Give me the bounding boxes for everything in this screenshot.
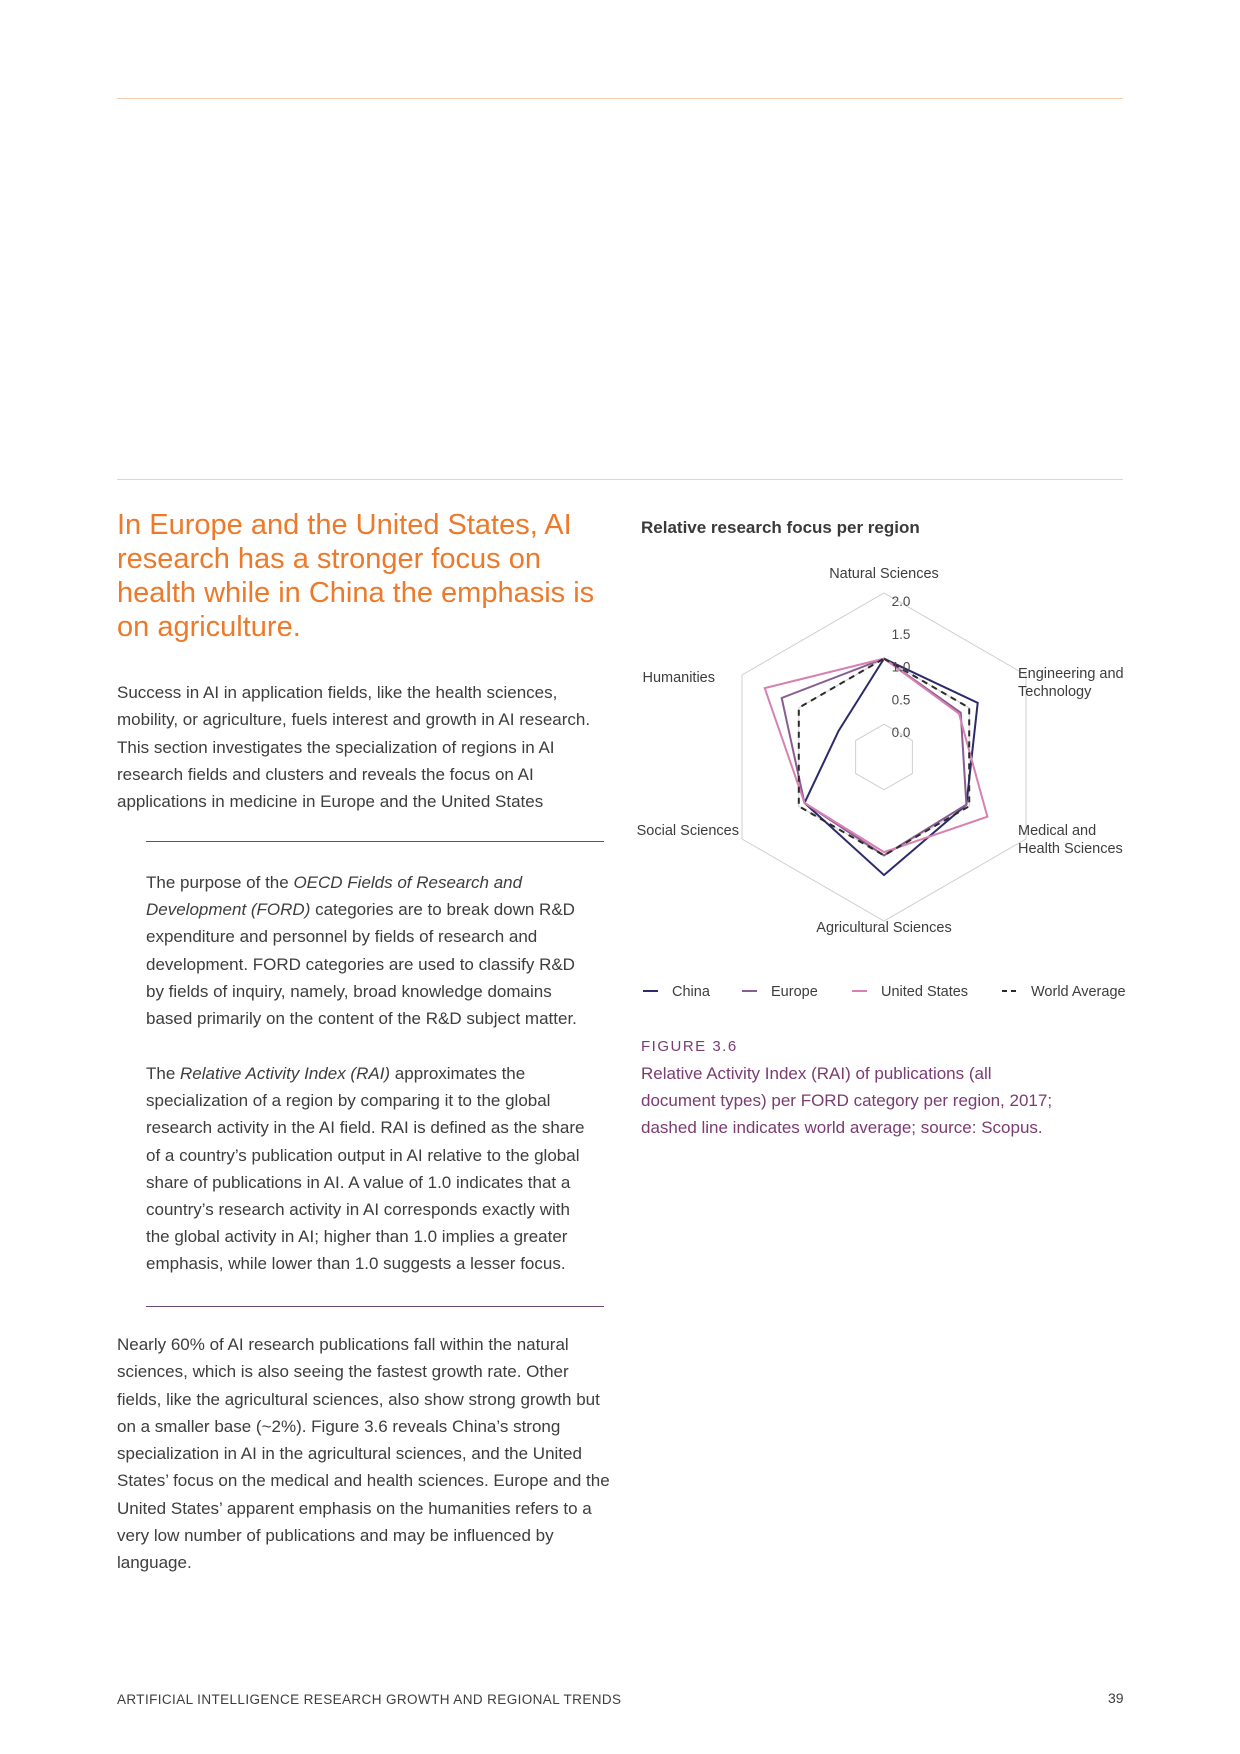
tick-label: 1.5 <box>891 626 911 642</box>
legend-label: United States <box>881 984 969 1000</box>
rai-text-pre: The <box>146 1064 181 1083</box>
axis-label: Medical and <box>1018 823 1097 839</box>
grid-ring-1 <box>799 659 969 856</box>
section-divider <box>117 479 1123 480</box>
axis-label: Humanities <box>642 670 715 686</box>
definition-box-bottom-rule <box>146 1306 604 1307</box>
axis-label: Natural Sciences <box>829 566 939 582</box>
legend-label: China <box>672 984 710 1000</box>
rai-text-post: approximates the specialization of a region by comparing it to the global research activity in the AI field. RAI is defined as the share of a country’s publication output in AI relative to the global share of publications in AI. A value of 1.0 indicates that a country’s research activity in AI corresponds exactly with the global activity in AI; higher than 1.0 implies a greater emphasis, while lower than 1.0 suggests a lesser focus. <box>146 1064 585 1274</box>
axis-label: Engineering and <box>1018 666 1124 682</box>
grid-ring-2 <box>742 593 1026 921</box>
axis-label: Health Sciences <box>1018 841 1123 857</box>
body-paragraph: Nearly 60% of AI research publications fall within the natural sciences, which is also seeing the fastest growth rate. Other fields, like the agricultural sciences, also show strong growth but on a smaller base (~2%). Figure 3.6 reveals China’s strong specialization in AI in the agricultural sciences, and the United States’ focus on the medical and health sciences. Europe and the United States’ apparent emphasis on the humanities refers to a very low number of publications and may be influenced by language. <box>117 1335 610 1573</box>
series-line-china <box>805 659 978 876</box>
tick-label: 0.5 <box>891 692 911 708</box>
page-number: 39 <box>1108 1690 1124 1706</box>
definition-box-top-rule <box>146 841 604 842</box>
ford-term: OECD Fields of Research and Development (FORD) <box>146 873 523 920</box>
section-headline: In Europe and the United States, AI research has a stronger focus on health while in China the emphasis is on agriculture. <box>117 509 595 643</box>
top-divider <box>117 98 1123 99</box>
radar-chart <box>626 560 1146 1020</box>
legend-label: World Average <box>1031 984 1126 1000</box>
figure-label: FIGURE 3.6 <box>641 1038 738 1055</box>
tick-label: 1.0 <box>891 659 911 675</box>
ford-text-pre: The purpose of the <box>146 873 294 892</box>
chart-title: Relative research focus per region <box>641 518 920 537</box>
legend-label: Europe <box>771 984 818 1000</box>
running-footer: ARTIFICIAL INTELLIGENCE RESEARCH GROWTH AND REGIONAL TRENDS <box>117 1692 622 1707</box>
series-line-world-average <box>799 659 969 856</box>
rai-term: Relative Activity Index (RAI) <box>180 1064 391 1083</box>
figure-caption: Relative Activity Index (RAI) of publications (all document types) per FORD category per region, 2017; dashed line indicates world average; source: Scopus. <box>641 1064 1053 1138</box>
intro-paragraph: Success in AI in application fields, like the health sciences, mobility, or agriculture, fuels interest and growth in AI research. This section investigates the specialization of regions in AI research fields and clusters and reveals the focus on AI applications in medicine in Europe and the United States <box>117 683 591 812</box>
axis-label: Technology <box>1018 684 1092 700</box>
series-line-europe <box>782 659 967 856</box>
ford-definition-paragraph <box>146 869 586 1032</box>
axis-label: Social Sciences <box>636 823 739 839</box>
tick-label: 2.0 <box>891 594 911 609</box>
axis-label: Agricultural Sciences <box>816 920 952 936</box>
ford-text-post: categories are to break down R&D expenditure and personnel by fields of research and development. FORD categories are used to classify R&D by fields of inquiry, namely, broad knowledge domains based primarily on the content of the R&D subject matter. <box>146 900 577 1029</box>
rai-definition-paragraph <box>146 1060 586 1278</box>
tick-label: 0.0 <box>891 725 911 741</box>
